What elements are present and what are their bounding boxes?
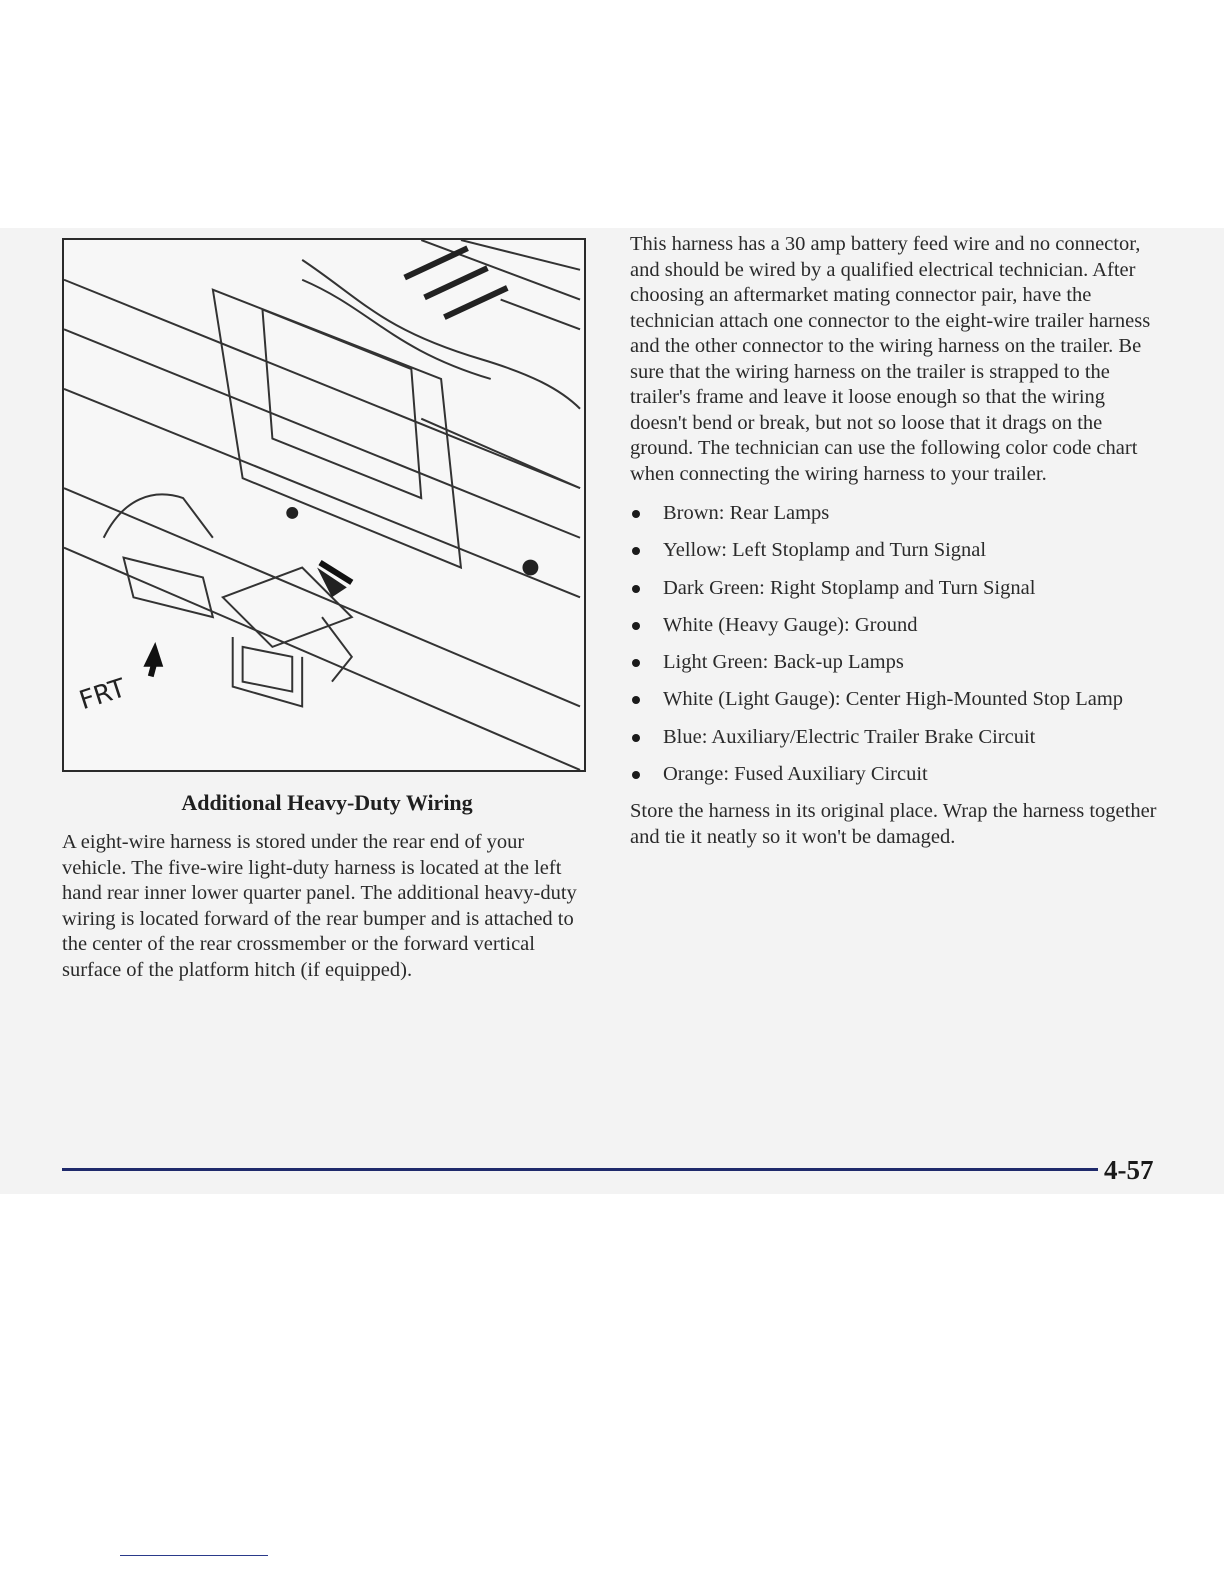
list-item: Brown: Rear Lamps — [630, 501, 1160, 527]
page-number: 4-57 — [1104, 1155, 1154, 1185]
list-item: Light Green: Back-up Lamps — [630, 650, 1160, 676]
right-column — [630, 232, 1160, 850]
storage-paragraph: Store the harness in its original place. Wrap the harness together and tie it neatly so it won't be damaged. — [630, 800, 1157, 848]
list-item: White (Light Gauge): Center High-Mounted Stop Lamp — [630, 687, 1160, 713]
list-item: White (Heavy Gauge): Ground — [630, 613, 1160, 639]
list-item: Orange: Fused Auxiliary Circuit — [630, 762, 1160, 788]
frt-label: FRT — [75, 673, 130, 717]
footer-rule — [62, 1168, 1098, 1171]
bullet-icon — [632, 510, 640, 518]
section-heading: Additional Heavy-Duty Wiring — [181, 790, 473, 815]
bottom-divider — [120, 1555, 268, 1556]
list-item: Yellow: Left Stoplamp and Turn Signal — [630, 538, 1160, 564]
wiring-diagram-icon — [64, 240, 584, 770]
bullet-icon — [632, 585, 640, 593]
bullet-icon — [632, 734, 640, 742]
bullet-icon — [632, 771, 640, 779]
list-item: Blue: Auxiliary/Electric Trailer Brake Circuit — [630, 725, 1160, 751]
harness-location-paragraph: A eight-wire harness is stored under the rear end of your vehicle. The five-wire light-duty harness is located at the left hand rear inner lower quarter panel. The additional heavy-duty wiring is located forward of the rear bumper and is attached to the center of the rear crossmember or the forward vertical surface of the platform hitch (if equipped). — [62, 831, 577, 981]
list-item: Dark Green: Right Stoplamp and Turn Signal — [630, 576, 1160, 602]
bullet-icon — [632, 696, 640, 704]
bullet-icon — [632, 659, 640, 667]
bullet-icon — [632, 622, 640, 630]
harness-intro-paragraph: This harness has a 30 amp battery feed wire and no connector, and should be wired by a qualified electrical technician. After choosing an aftermarket mating connector pair, have the technician attach one connector to the eight-wire trailer harness and the other connector to the wiring harness on the trailer. Be sure that the wiring harness on the trailer is strapped to the trailer's frame and leave it loose enough so that the wiring doesn't bend or break, but not so loose that it drags on the ground. The technician can use the following color code chart when connecting the wiring harness to your trailer. — [630, 233, 1151, 485]
color-code-list — [630, 501, 1160, 788]
frt-arrow-icon — [143, 642, 163, 677]
left-column — [62, 790, 592, 983]
wiring-illustration — [62, 238, 586, 772]
bullet-icon — [632, 547, 640, 555]
